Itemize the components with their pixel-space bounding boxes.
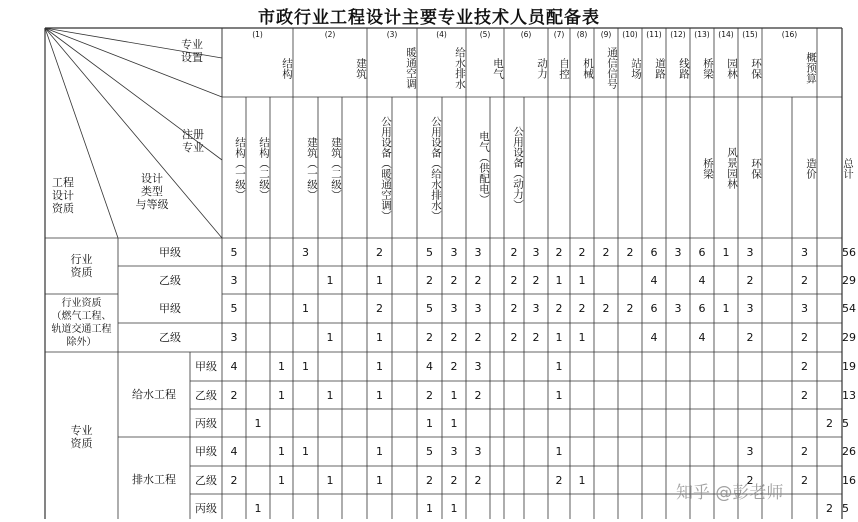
row-grade: 甲级: [159, 245, 181, 259]
table-cell: 2: [426, 473, 433, 487]
group-name: 结构: [281, 57, 293, 79]
table-cell: 1: [278, 388, 285, 402]
group-name: 概预算: [805, 52, 817, 84]
table-cell: 2: [801, 360, 808, 373]
table-cell: 3: [801, 245, 808, 259]
row-header-paishui: 排水工程: [132, 473, 176, 486]
table-cell: 29: [842, 331, 856, 344]
row-grade: 乙级: [195, 473, 217, 487]
table-cell: 1: [326, 331, 334, 344]
table-cell: 2: [826, 501, 833, 515]
row-grade: 丙级: [195, 501, 217, 515]
group-name: 线路: [678, 57, 690, 79]
table-cell: 2: [450, 331, 458, 344]
table-cell: 2: [426, 331, 433, 344]
subhead: 建筑（二级）: [330, 136, 342, 200]
table-cell: 2: [826, 416, 833, 430]
table-cell: 4: [230, 445, 238, 458]
table-cell: 6: [698, 302, 706, 315]
group-number: (3): [386, 30, 398, 39]
table-cell: 2: [230, 473, 238, 487]
subhead: 公用设备（暖通空调）: [380, 115, 392, 221]
subhead: 造价: [805, 157, 817, 179]
table-cell: 2: [376, 302, 383, 315]
table-cell: 3: [450, 302, 458, 315]
row-grade: 甲级: [195, 360, 217, 373]
group-name: 站场: [630, 57, 642, 79]
row-grade: 乙级: [195, 388, 217, 402]
group-number: (2): [324, 30, 336, 39]
table-cell: 1: [376, 273, 383, 287]
table-cell: 2: [474, 388, 482, 402]
table-cell: 1: [278, 445, 285, 458]
table-cell: 3: [474, 360, 482, 373]
row-grade: 乙级: [159, 331, 181, 344]
table-cell: 3: [746, 245, 754, 259]
group-number: (13): [694, 30, 710, 39]
group-name: 道路: [654, 57, 666, 79]
table-cell: 2: [450, 360, 458, 373]
table-cell: 2: [626, 302, 634, 315]
group-name: 动力: [536, 57, 548, 79]
table-cell: 1: [302, 445, 309, 458]
table-cell: 19: [842, 360, 856, 373]
corner-sheji-leixing: 设计 类型 与等级: [135, 172, 169, 211]
table-cell: 6: [650, 302, 658, 315]
table-cell: 56: [842, 245, 856, 259]
subhead: 公用设备（给水排水）: [430, 115, 442, 221]
group-number: (8): [576, 30, 588, 39]
row-grade: 甲级: [159, 302, 181, 315]
table-cell: 5: [230, 302, 238, 315]
table-cell: 1: [450, 388, 458, 402]
table-cell: 1: [450, 416, 458, 430]
table-cell: 1: [578, 473, 586, 487]
table-cell: 2: [426, 273, 433, 287]
table-cell: 1: [278, 473, 285, 487]
group-number: (9): [600, 30, 612, 39]
subhead: 结构（一级）: [234, 136, 246, 200]
group-name: 通信信号: [606, 47, 618, 89]
table-cell: 1: [722, 245, 730, 259]
table-cell: 5: [426, 302, 433, 315]
subhead: 电气（供配电）: [478, 131, 490, 205]
subhead: 公用设备（动力）: [512, 126, 524, 210]
table-cell: 1: [302, 360, 309, 373]
table-cell: 2: [626, 245, 634, 259]
group-number: (1): [252, 30, 263, 39]
table-cell: 4: [426, 360, 433, 373]
table-cell: 2: [602, 302, 610, 315]
table-cell: 3: [474, 245, 482, 259]
row-grade: 甲级: [195, 445, 217, 458]
subhead: 结构（二级）: [258, 136, 270, 200]
table-cell: 1: [426, 416, 433, 430]
table-cell: 6: [698, 245, 706, 259]
group-number: (14): [718, 30, 734, 39]
table-cell: 3: [532, 302, 540, 315]
corner-gongcheng-zizhi: 工程 设计 资质: [52, 176, 74, 215]
group-number: (15): [742, 30, 758, 39]
watermark: 知乎 @彭老师: [676, 483, 784, 503]
table-cell: 2: [801, 331, 808, 344]
table-cell: 1: [302, 302, 309, 315]
table-cell: 1: [578, 273, 586, 287]
table-cell: 54: [842, 302, 856, 315]
group-name: 环保: [750, 57, 762, 79]
table-cell: 2: [801, 388, 808, 402]
corner-zhuanye-shezhi: 专业 设置: [181, 38, 203, 64]
row-grade: 丙级: [195, 416, 217, 430]
table-cell: 1: [326, 388, 334, 402]
table-cell: 2: [450, 473, 458, 487]
table-cell: 2: [555, 473, 563, 487]
subhead: 环保: [750, 157, 762, 179]
table-cell: 3: [230, 331, 238, 344]
subhead: 建筑（一级）: [306, 136, 318, 200]
table-cell: 1: [254, 501, 262, 515]
table-cell: 2: [555, 302, 563, 315]
table-cell: 29: [842, 273, 856, 287]
table-cell: 1: [555, 445, 563, 458]
table-cell: 2: [578, 245, 586, 259]
row-header-hangye-2: 行业资质 （燃气工程、 轨道交通工程 除外）: [51, 298, 112, 348]
subhead: 风景园林: [726, 147, 738, 189]
table-cell: 2: [450, 273, 458, 287]
table-cell: 5: [426, 245, 433, 259]
row-grade: 乙级: [159, 273, 181, 287]
table-cell: 2: [532, 331, 540, 344]
table-cell: 4: [230, 360, 238, 373]
table-cell: 1: [555, 273, 563, 287]
table-cell: 2: [532, 273, 540, 287]
table-cell: 2: [801, 273, 808, 287]
table-cell: 2: [426, 388, 433, 402]
table-cell: 1: [555, 360, 563, 373]
table-cell: 1: [278, 360, 285, 373]
table-cell: 13: [842, 388, 856, 402]
table-cell: 3: [746, 302, 754, 315]
table-cell: 3: [474, 445, 482, 458]
table-cell: 1: [326, 473, 334, 487]
table-cell: 6: [650, 245, 658, 259]
table-cell: 3: [230, 273, 238, 287]
table-cell: 1: [376, 473, 383, 487]
table-cell: 1: [555, 388, 563, 402]
table-cell: 2: [746, 331, 754, 344]
table-cell: 3: [474, 302, 482, 315]
table-cell: 3: [746, 445, 754, 458]
table-cell: 1: [376, 331, 383, 344]
group-number: (5): [479, 30, 491, 39]
table-cell: 2: [376, 245, 383, 259]
table-cell: 3: [674, 302, 682, 315]
group-number: (16): [781, 30, 798, 39]
table-cell: 1: [376, 445, 383, 458]
group-name: 给水排水: [454, 47, 466, 89]
table-cell: 4: [650, 273, 658, 287]
table-cell: 5: [842, 416, 849, 430]
group-number: (10): [622, 30, 638, 39]
table-cell: 3: [801, 302, 808, 315]
subhead: 总计: [842, 157, 854, 179]
table-cell: 2: [510, 245, 518, 259]
group-number: (6): [520, 30, 532, 39]
group-name: 电气: [492, 57, 504, 79]
table-cell: 2: [474, 473, 482, 487]
table-cell: 5: [230, 245, 238, 259]
table-cell: 2: [555, 245, 563, 259]
table-cell: 1: [376, 360, 383, 373]
group-name: 园林: [726, 57, 738, 79]
group-name: 建筑: [355, 57, 367, 79]
table-cell: 2: [474, 273, 482, 287]
table-cell: 2: [230, 388, 238, 402]
table-cell: 3: [302, 245, 309, 259]
table-cell: 2: [474, 331, 482, 344]
row-header-geishui: 给水工程: [132, 388, 176, 401]
table-cell: 2: [801, 445, 808, 458]
table-cell: 16: [842, 473, 856, 487]
table-cell: 4: [698, 331, 706, 344]
table-cell: 1: [578, 331, 586, 344]
group-number: (4): [436, 30, 447, 39]
row-header-zhuanye: 专业 资质: [70, 424, 93, 450]
table-cell: 3: [450, 445, 458, 458]
table-cell: 3: [450, 245, 458, 259]
group-name: 暖通空调: [405, 47, 417, 89]
table-cell: 1: [326, 273, 334, 287]
table-title: 市政行业工程设计主要专业技术人员配备表: [258, 8, 600, 28]
group-number: (11): [646, 30, 662, 39]
corner-zhuce-zhuanye: 注册 专业: [182, 128, 204, 154]
table-cell: 1: [254, 416, 262, 430]
group-name: 机械: [582, 57, 594, 79]
table-cell: 2: [578, 302, 586, 315]
table-cell: 3: [532, 245, 540, 259]
group-name: 自控: [558, 57, 570, 79]
table-cell: 1: [376, 388, 383, 402]
group-number: (7): [553, 30, 565, 39]
table-cell: 3: [674, 245, 682, 259]
table-cell: 2: [746, 273, 754, 287]
table-cell: 2: [510, 302, 518, 315]
table-cell: 1: [450, 501, 458, 515]
table-cell: 1: [722, 302, 730, 315]
table-cell: 5: [842, 501, 849, 515]
table-cell: 2: [510, 331, 518, 344]
table-cell: 1: [555, 331, 563, 344]
table-cell: 2: [602, 245, 610, 259]
table-cell: 5: [426, 445, 433, 458]
table-cell: 1: [426, 501, 433, 515]
table-cell: 4: [650, 331, 658, 344]
group-name: 桥梁: [702, 57, 714, 79]
table-cell: 26: [842, 445, 856, 458]
table-cell: 2: [510, 273, 518, 287]
subhead: 桥梁: [702, 157, 714, 179]
group-number: (12): [670, 30, 686, 39]
row-header-hangye: 行业 资质: [70, 253, 93, 279]
table-cell: 4: [698, 273, 706, 287]
table-cell: 2: [801, 473, 808, 487]
table-cell: 2: [746, 473, 754, 487]
